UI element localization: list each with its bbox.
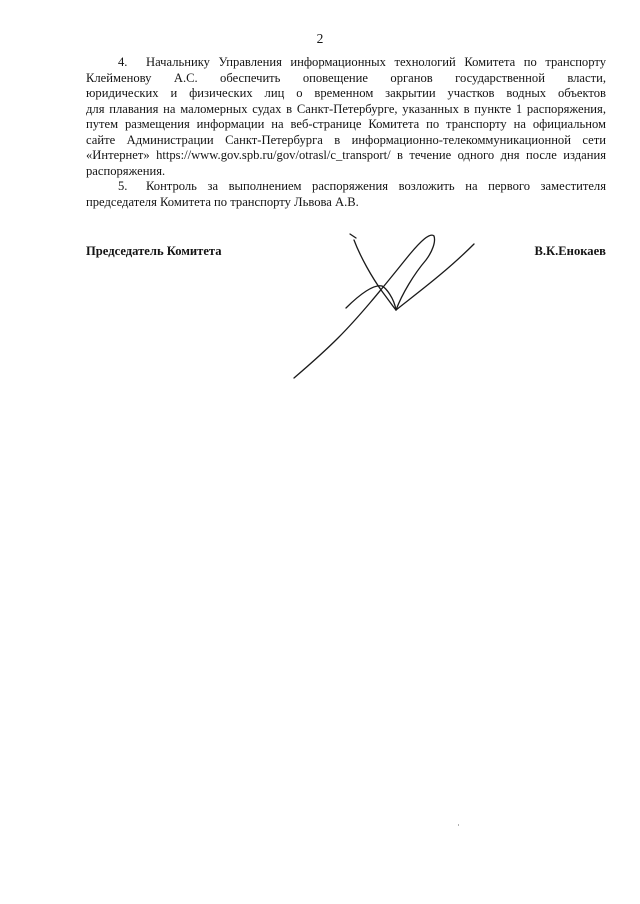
signatory-name: В.К.Енокаев [534,244,606,258]
paragraph-5-first-line [86,179,606,195]
paragraph-4-line: «Интернет» https://www.gov.spb.ru/gov/otrasl/c_transport/ в течение одного дня после издания [86,148,606,162]
paragraph-4-line: путем размещения информации на веб-странице Комитета по транспорту на официальном [86,117,606,131]
paragraph-5-first-text: Контроль за выполнением распоряжения возложить на первого заместителя [146,179,606,193]
paragraph-4-line: для плавания на маломерных судах в Санкт-Петербурге, указанных в пункте 1 распоряжения, [86,101,606,116]
paragraph-4-line: распоряжения. [86,163,166,178]
paragraph-5-line: председателя Комитета по транспорту Львова А.В. [86,194,359,209]
document-body [86,55,606,210]
paragraph-4-first-text: Начальнику Управления информационных технологий Комитета по транспорту [146,55,606,69]
paragraph-4-first-line [86,55,606,71]
paragraph-4-line: сайте Администрации Санкт-Петербурга в информационно-телекоммуникационной сети [86,132,606,147]
paragraph-5 [86,179,606,210]
paragraph-4-number: 4. [118,55,128,69]
paragraph-4-line: Клейменову А.С. обеспечить оповещение органов государственной власти, [86,70,606,85]
paragraph-4 [86,55,606,179]
scan-speck [458,824,459,826]
page-number: 2 [316,31,324,46]
signatory-role: Председатель Комитета [86,244,222,258]
handwritten-signature [286,228,482,384]
paragraph-4-line: юридических и физических лиц о временном закрытии участков водных объектов [86,86,606,100]
paragraph-5-number: 5. [118,179,128,193]
